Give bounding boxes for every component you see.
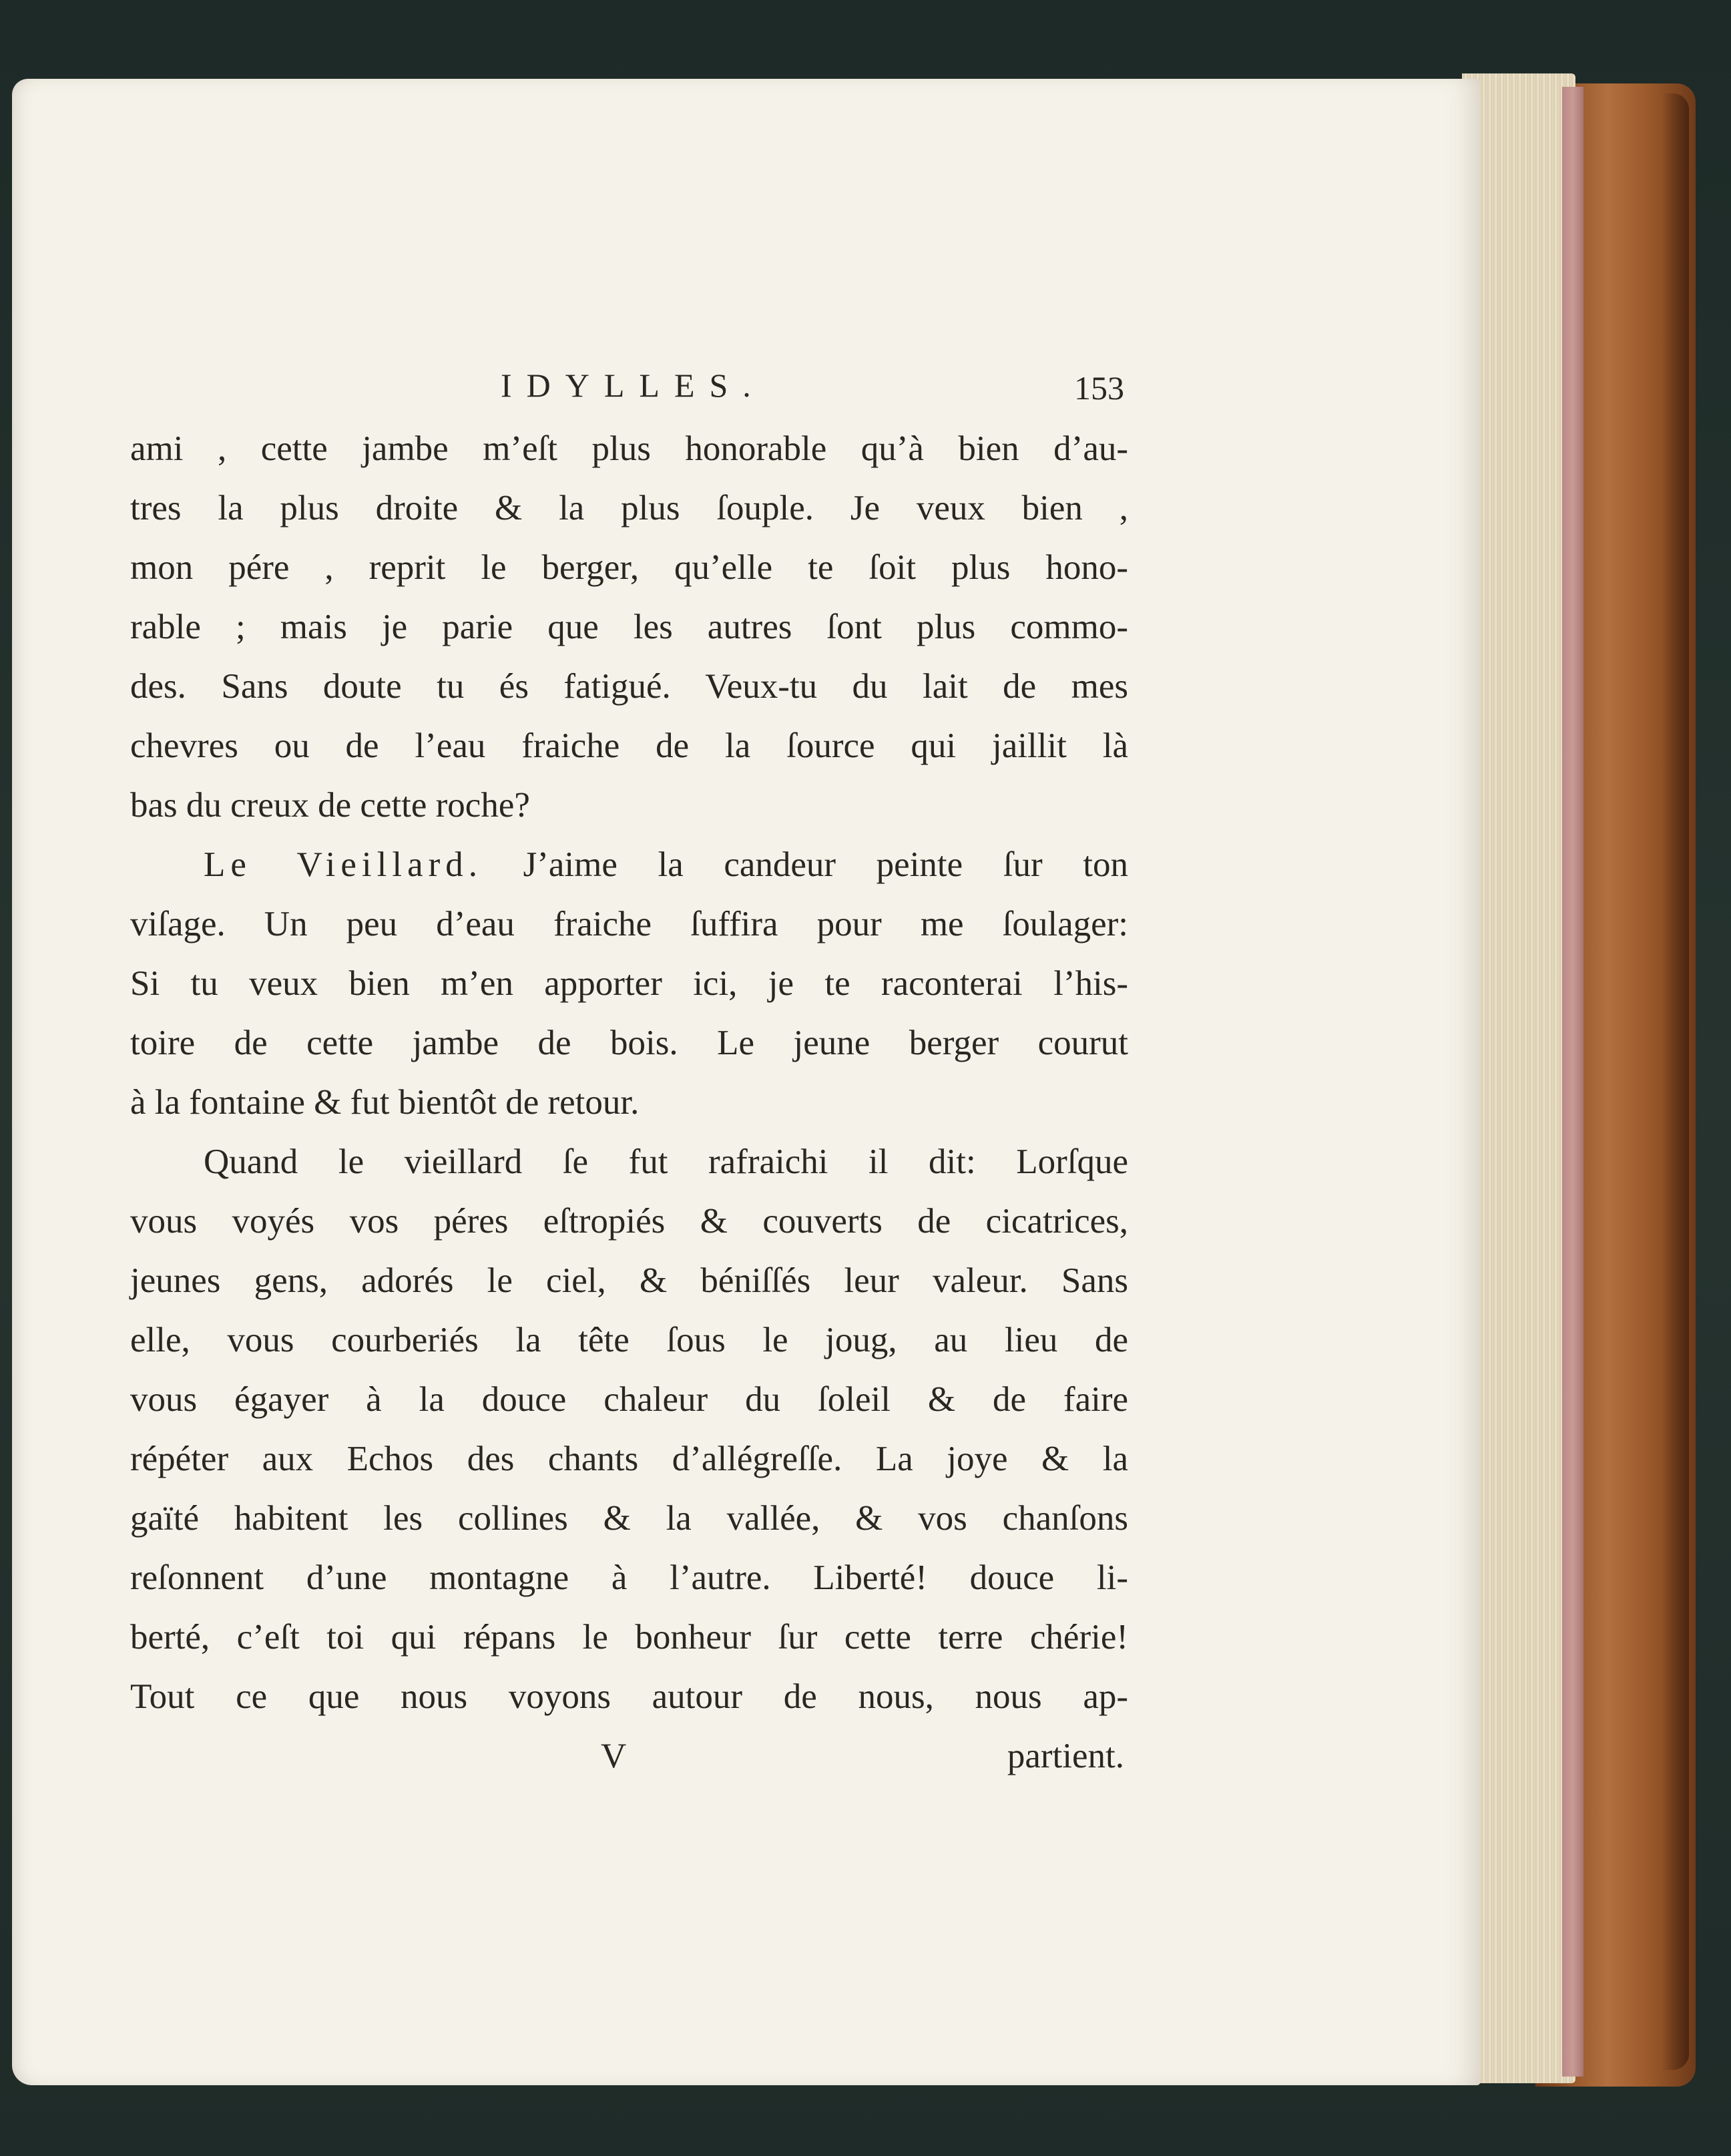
- text-line: Si tu veux bien m’en apporter ici, je te raconterai l’his-: [130, 964, 1128, 1003]
- text-line: tres la plus droite & la plus ſouple. Je veux bien ,: [130, 489, 1128, 527]
- text-line: ami , cette jambe m’eſt plus honorable qu’à bien d’au-: [130, 429, 1128, 468]
- text-line: vous voyés vos péres eſtropiés & couverts de cicatrices,: [130, 1202, 1128, 1241]
- text-line: mon pére , reprit le berger, qu’elle te ſoit plus hono-: [130, 548, 1128, 587]
- text-line: jeunes gens, adorés le ciel, & béniſſés leur valeur. Sans: [130, 1261, 1128, 1300]
- text-line: elle, vous courberiés la tête ſous le joug, au lieu de: [130, 1321, 1128, 1359]
- text-line: à la fontaine & fut bientôt de retour.: [130, 1083, 640, 1122]
- text-line: vous égayer à la douce chaleur du ſoleil & de faire: [130, 1380, 1128, 1419]
- paragraph-1: [130, 419, 1128, 835]
- red-sprinkled-edge: [1562, 87, 1583, 2077]
- text-line: gaïté habitent les collines & la vallée, & vos chanſons: [130, 1499, 1128, 1538]
- text-line-content: J’aime la candeur peinte ſur ton: [523, 845, 1128, 884]
- text-line: répéter aux Echos des chants d’allégreſſe. La joye & la: [130, 1440, 1128, 1478]
- text-line: Quand le vieillard ſe fut rafraichi il dit: Lorſque: [204, 1142, 1128, 1181]
- cover-shadow: [1662, 93, 1689, 2070]
- signature-mark: V: [601, 1737, 627, 1775]
- text-line: bas du creux de cette roche?: [130, 786, 530, 825]
- text-line: reſonnent d’une montagne à l’autre. Liberté! douce li-: [130, 1558, 1128, 1597]
- text-line: viſage. Un peu d’eau fraiche ſuffira pour me ſoulager:: [130, 905, 1128, 943]
- catchword: partient.: [1007, 1737, 1124, 1775]
- running-head: IDYLLES.: [501, 367, 766, 404]
- page-header: [130, 366, 1128, 419]
- page-footer: [130, 1727, 1128, 1786]
- speaker-name: Le Vieillard.: [204, 845, 483, 884]
- text-block: [130, 366, 1128, 1786]
- text-line: Tout ce que nous voyons autour de nous, nous ap-: [130, 1677, 1128, 1716]
- page-number: 153: [1074, 369, 1124, 407]
- text-line: rable ; mais je parie que les autres ſont plus commo-: [130, 608, 1128, 646]
- paragraph-2: [130, 835, 1128, 1132]
- text-line: chevres ou de l’eau fraiche de la ſource qui jaillit là: [130, 726, 1128, 765]
- paragraph-3: [130, 1132, 1128, 1727]
- text-line: des. Sans doute tu és fatigué. Veux-tu du lait de mes: [130, 667, 1128, 706]
- text-line: toire de cette jambe de bois. Le jeune berger courut: [130, 1024, 1128, 1062]
- text-line-with-speaker: [130, 835, 1128, 895]
- text-line: berté, c’eſt toi qui répans le bonheur ſur cette terre chérie!: [130, 1618, 1128, 1657]
